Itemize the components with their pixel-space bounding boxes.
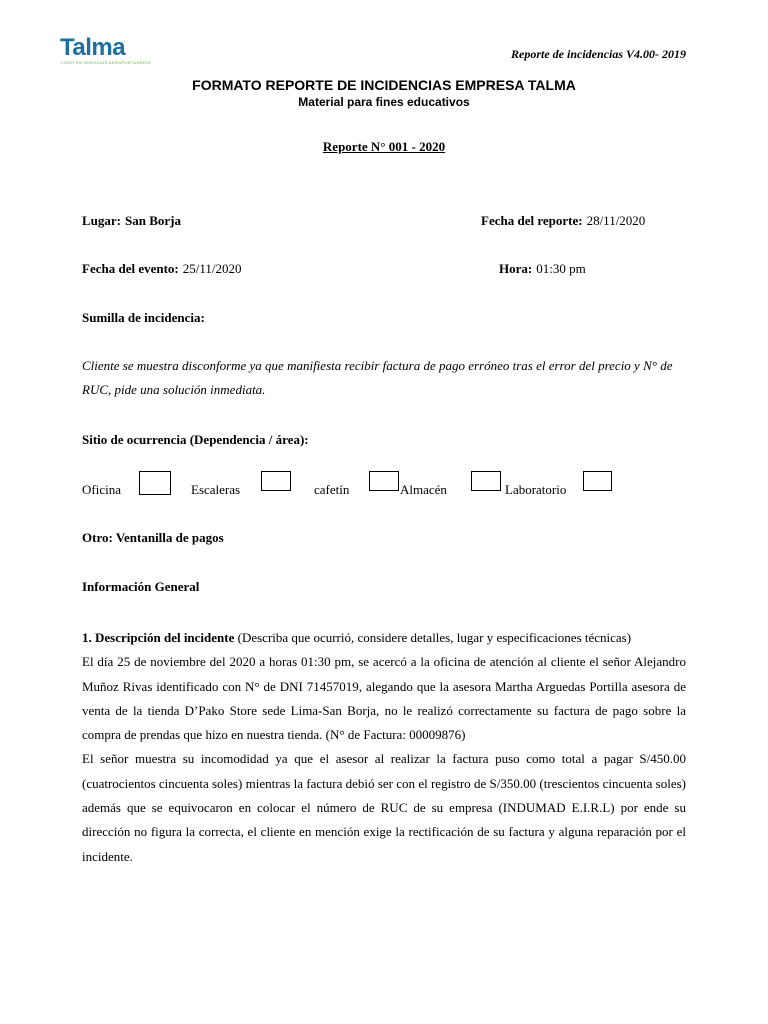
option-almacen-checkbox[interactable] bbox=[471, 471, 501, 491]
lugar-value: San Borja bbox=[125, 213, 181, 228]
logo-tagline: LÍDER EN SERVICIOS AEROPORTUARIOS bbox=[61, 60, 151, 65]
option-oficina-label: Oficina bbox=[82, 482, 121, 497]
option-laboratorio-checkbox[interactable] bbox=[583, 471, 612, 491]
option-laboratorio-label: Laboratorio bbox=[505, 482, 567, 497]
document-title: FORMATO REPORTE DE INCIDENCIAS EMPRESA TALMA bbox=[192, 77, 576, 93]
descripcion-paragraph-2: El señor muestra su incomodidad ya que el asesor al realizar la factura puso como total a pagar S/450.00 (cuatrocientos cincuenta soles) mientras la factura debió ser con el registro de S/350.00 (trescientos cincuenta soles) además que se equivocaron en colocar el número de RUC de su empresa (INDUMAD E.I.R.L) por ende su dirección no figura la correcta, el cliente en mención exige la rectificación de su factura y alguna reparación por el incidente. bbox=[82, 751, 686, 864]
hora-label: Hora: bbox=[499, 261, 533, 276]
option-cafetin-label: cafetín bbox=[314, 482, 350, 497]
option-cafetin-checkbox[interactable] bbox=[369, 471, 399, 491]
option-almacen-label: Almacén bbox=[400, 482, 447, 497]
info-general-heading: Información General bbox=[82, 579, 200, 594]
descripcion-heading-note: (Describa que ocurrió, considere detalles, lugar y especificaciones técnicas) bbox=[234, 630, 632, 645]
lugar-field bbox=[82, 212, 181, 230]
document-version: Reporte de incidencias V4.00- 2019 bbox=[511, 47, 686, 61]
fecha-evento-label: Fecha del evento: bbox=[82, 261, 179, 276]
descripcion-heading: 1. Descripción del incidente bbox=[82, 630, 235, 645]
fecha-evento-value: 25/11/2020 bbox=[182, 261, 242, 276]
option-oficina-checkbox[interactable] bbox=[139, 471, 171, 495]
report-number: Reporte N° 001 - 2020 bbox=[322, 139, 446, 154]
sumilla-label: Sumilla de incidencia: bbox=[82, 310, 205, 325]
fecha-reporte-label: Fecha del reporte: bbox=[481, 213, 583, 228]
sitio-label: Sitio de ocurrencia (Dependencia / área): bbox=[82, 432, 309, 447]
option-escaleras-checkbox[interactable] bbox=[261, 471, 291, 491]
document-subtitle: Material para fines educativos bbox=[298, 95, 470, 109]
fecha-reporte-field bbox=[481, 212, 645, 230]
fecha-reporte-value: 28/11/2020 bbox=[586, 213, 646, 228]
hora-field bbox=[499, 260, 586, 278]
company-logo bbox=[60, 34, 125, 62]
lugar-label: Lugar: bbox=[82, 213, 121, 228]
sumilla-text: Cliente se muestra disconforme ya que manifiesta recibir factura de pago erróneo tras el error del precio y N° de RUC, pide una solución inmediata. bbox=[82, 358, 673, 397]
descripcion-heading-line bbox=[82, 626, 686, 650]
hora-value: 01:30 pm bbox=[536, 261, 586, 276]
fecha-evento-field bbox=[82, 260, 242, 278]
logo-word: Talma bbox=[60, 34, 126, 61]
descripcion-paragraph-1: El día 25 de noviembre del 2020 a horas 01:30 pm, se acercó a la oficina de atención al cliente el señor Alejandro Muñoz Rivas identificado con N° de DNI 71457019, alegando que la asesora Martha Arguedas Portilla asesora de venta de la tienda D’Pako Store sede Lima-San Borja, no le realizó correctamente su factura de pago sobre la compra de prendas que hizo en nuestra tienda. (N° de Factura: 00009876) bbox=[82, 654, 686, 743]
otro-field: Otro: Ventanilla de pagos bbox=[82, 530, 224, 545]
option-escaleras-label: Escaleras bbox=[191, 482, 241, 497]
descripcion-section bbox=[82, 626, 686, 869]
